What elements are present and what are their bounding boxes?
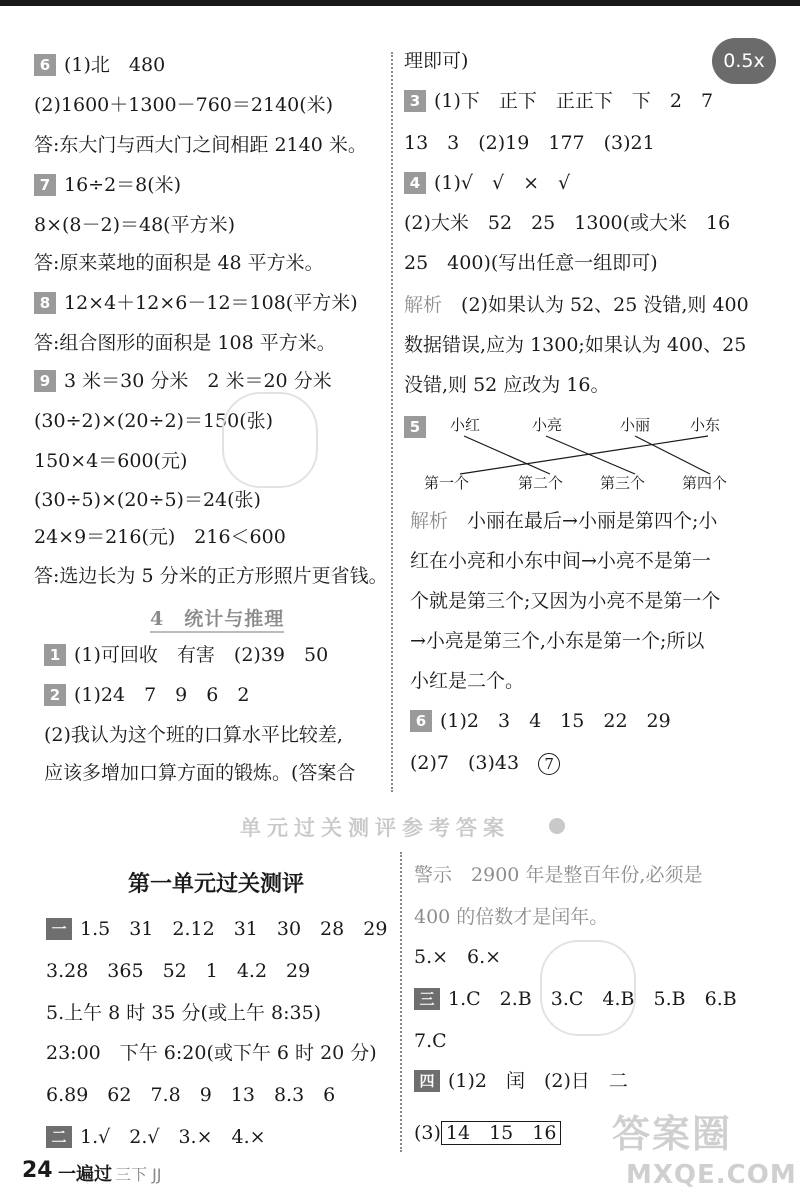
warning-line2: 400 的倍数才是闰年。	[414, 906, 609, 928]
part4-line1: 四 (1)2 闰 (2)日 二	[414, 1068, 628, 1094]
bottom-label-second: 第二个	[518, 474, 564, 492]
part1-line5: 6.89 62 7.8 9 13 8.3 6	[46, 1084, 336, 1106]
q6-number: 6	[34, 54, 56, 76]
s4-number: 4	[404, 172, 426, 194]
part1-line4: 23:00 下午 6:20(或下午 6 时 20 分)	[46, 1042, 377, 1064]
analysis-tag: 解析	[410, 510, 449, 532]
unit1-test-title: 第一单元过关测评	[128, 872, 305, 897]
q7-line2: 8×(8－2)＝48(平方米)	[34, 214, 236, 236]
s1-number: 1	[44, 644, 66, 666]
analysis2-line5: 小红是二个。	[410, 670, 525, 692]
watermark-text: 答案圈	[612, 1112, 733, 1156]
analysis1-line2: 数据错误,应为 1300;如果认为 400、25	[404, 334, 747, 356]
part2-tag: 二	[46, 1126, 72, 1148]
kuaidui-seal-icon	[222, 392, 318, 488]
s3-line1: 3 (1)下 正下 正正下 下 2 7	[404, 88, 713, 114]
q9-line2: (30÷2)×(20÷2)＝150(张)	[34, 410, 274, 432]
q9-number: 9	[34, 370, 56, 392]
match-line-xiaodong	[460, 436, 708, 474]
q9-line6: 答:选边长为 5 分米的正方形照片更省钱。	[34, 565, 388, 587]
top-label-xiaoli: 小丽	[620, 416, 651, 434]
right-continued-line: 理即可)	[404, 50, 469, 72]
s4-line2: (2)大米 52 25 1300(或大米 16	[404, 212, 731, 234]
q9-line1: 9 3 米＝30 分米 2 米＝20 分米	[34, 368, 332, 394]
section-title-statistics: 4 统计与推理	[150, 604, 284, 633]
playback-speed-badge[interactable]: 0.5x	[712, 38, 776, 84]
analysis2-line4: →小亮是第三个,小东是第一个;所以	[410, 630, 705, 652]
warning-tag: 警示	[414, 864, 453, 886]
s2-line3: 应该多增加口算方面的锻炼。(答案合	[44, 762, 356, 784]
column-divider	[391, 52, 393, 792]
bottom-label-fourth: 第四个	[682, 474, 728, 492]
part2-right-line: 5.× 6.×	[414, 946, 502, 968]
page-number: 24	[22, 1158, 53, 1183]
s1-line1: 1 (1)可回收 有害 (2)39 50	[44, 642, 328, 668]
analysis1-line3: 没错,则 52 应改为 16。	[404, 374, 610, 396]
bottom-label-first: 第一个	[424, 474, 470, 492]
unit-test-answers-banner: 单元过关测评参考答案	[240, 816, 510, 840]
s4-line3: 25 400)(写出任意一组即可)	[404, 252, 658, 274]
s2-line2: (2)我认为这个班的口算水平比较差,	[44, 724, 343, 746]
column-divider-bottom	[400, 852, 402, 1152]
q9-line5: 24×9＝216(元) 216＜600	[34, 526, 286, 548]
bottom-label-third: 第三个	[600, 474, 646, 492]
part1-line2: 3.28 365 52 1 4.2 29	[46, 960, 311, 982]
q6-line2: (2)1600＋1300－760＝2140(米)	[34, 94, 334, 116]
top-label-xiaoliang: 小亮	[532, 416, 563, 434]
part2-line1: 二 1.√ 2.√ 3.× 4.×	[46, 1124, 266, 1150]
kuaidui-seal-icon	[540, 940, 636, 1036]
q9-line3: 150×4＝600(元)	[34, 450, 188, 472]
part4-line2: (3) 14 15 16	[414, 1120, 561, 1146]
match-line-xiaohong	[464, 436, 550, 474]
footer-grade: 三下 JJ	[115, 1165, 162, 1184]
part3-line2: 7.C	[414, 1030, 447, 1052]
q7-line1: 7 16÷2＝8(米)	[34, 172, 181, 198]
q8-line1: 8 12×4＋12×6－12＝108(平方米)	[34, 290, 358, 316]
boxed-answer: 14 15 16	[441, 1121, 562, 1145]
part4-tag: 四	[414, 1070, 440, 1092]
analysis2-line2: 红在小亮和小东中间→小亮不是第一	[410, 550, 711, 572]
part1-line3: 5.上午 8 时 35 分(或上午 8:35)	[46, 1002, 322, 1024]
analysis2-line3: 个就是第三个;又因为小亮不是第一个	[410, 590, 721, 612]
q6-line1: 6 (1)北 480	[34, 52, 165, 78]
analysis-tag: 解析	[404, 294, 443, 316]
warning-line1: 警示 2900 年是整百年份,必须是	[414, 864, 703, 886]
s6-line2: (2)7 (3)43 7	[410, 750, 560, 776]
s6-number: 6	[410, 710, 432, 732]
circled-seven: 7	[538, 753, 560, 775]
s3-line2: 13 3 (2)19 177 (3)21	[404, 132, 655, 154]
s3-number: 3	[404, 90, 426, 112]
q9-line4: (30÷5)×(20÷5)＝24(张)	[34, 489, 261, 511]
s5-number: 5	[404, 416, 426, 438]
arrow-down-icon	[549, 818, 565, 834]
top-border	[0, 0, 800, 6]
q8-number: 8	[34, 292, 56, 314]
analysis1-line1: 解析 (2)如果认为 52、25 没错,则 400	[404, 294, 749, 316]
analysis2-line1: 解析 小丽在最后→小丽是第四个;小	[410, 510, 718, 532]
part3-line1: 三 1.C 2.B 3.C 4.B 5.B 6.B	[414, 986, 737, 1012]
match-line-xiaoliang	[546, 436, 635, 474]
matching-diagram	[420, 408, 760, 494]
q8-line2: 答:组合图形的面积是 108 平方米。	[34, 332, 336, 354]
part1-line1: 一 1.5 31 2.12 31 30 28 29	[46, 916, 387, 942]
q6-line3: 答:东大门与西大门之间相距 2140 米。	[34, 134, 367, 156]
s6-line1: 6 (1)2 3 4 15 22 29	[410, 708, 671, 734]
part3-tag: 三	[414, 988, 440, 1010]
part1-tag: 一	[46, 918, 72, 940]
top-label-xiaohong: 小红	[450, 416, 481, 434]
s2-line1: 2 (1)24 7 9 6 2	[44, 682, 249, 708]
s2-number: 2	[44, 684, 66, 706]
top-label-xiaodong: 小东	[690, 416, 721, 434]
q7-line3: 答:原来菜地的面积是 48 平方米。	[34, 252, 324, 274]
q7-number: 7	[34, 174, 56, 196]
watermark-url: MXQE.COM	[626, 1160, 797, 1190]
footer-brand: 一遍过	[58, 1164, 112, 1185]
s4-line1: 4 (1)√ √ × √	[404, 170, 570, 196]
